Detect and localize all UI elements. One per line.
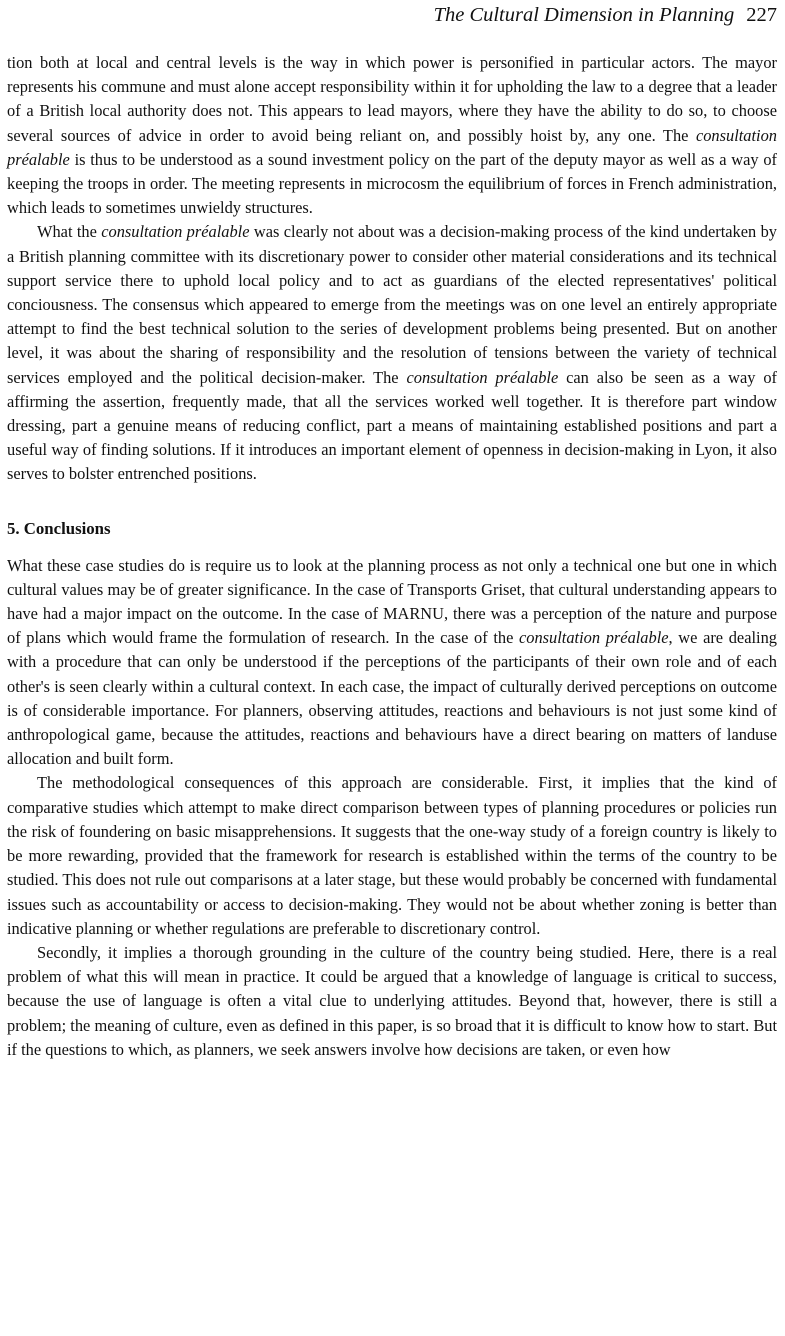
paragraph-1 [7,51,777,220]
paragraph-2-text-c: can also be seen as a way of affirming the assertion, frequently made, that all the services worked well together. It is therefore part window dressing, part a genuine means of reducing conflict, part a means of maintaining established positions and part a useful way of finding solutions. If it introduces an important element of openness in decision-making in Lyon, it also serves to bolster entrenched positions. [7,367,777,484]
running-head [434,2,777,28]
section-heading: 5. Conclusions [7,518,111,538]
paragraph-4: The methodological consequences of this approach are considerable. First, it implies that the kind of comparative studies which attempt to make direct comparison between types of planning procedures or policies run the risk of foundering on basic misapprehensions. It suggests that the one-way study of a foreign country is likely to be more rewarding, provided that the framework for research is established within the terms of the country to be studied. This does not rule out comparisons at a later stage, but these would probably be concerned with fundamental issues such as accountability or access to decision-making. They would not be about whether zoning is better than indicative planning or whether regulations are preferable to discretionary control. [7,773,777,938]
paragraph-5: Secondly, it implies a thorough grounding in the culture of the country being studied. Here, there is a real problem of what this will mean in practice. It could be argued that a knowledge of language is critical to success, because the use of language is often a vital clue to underlying attitudes. Beyond that, however, there is still a problem; the meaning of culture, even as defined in this paper, is so broad that it is difficult to know how to start. But if the questions to which, as planners, we seek answers involve how decisions are taken, or even how [7,942,777,1059]
paragraph-1-text-b: is thus to be understood as a sound investment policy on the part of the deputy mayor as well as a way of keeping the troops in order. The meeting represents in microcosm the equilibrium of forces in French administration, which leads to sometimes unwieldy structures. [7,149,777,218]
paragraph-2-text-a: What the [37,222,102,242]
term-consultation-prealable: consultation préalable [406,367,559,387]
term-consultation-prealable: consultation préalable [7,125,777,169]
paragraph-1-text-a: tion both at local and central levels is the way in which power is personified in particular actors. The mayor represents his commune and must alone accept responsibility within it for upholding the law to a degree that a leader of a British local authority does not. This appears to lead mayors, where they have the ability to do so, to choose several sources of advice in order to avoid being reliant on, and possibly hoist by, any one. The [7,53,777,145]
body-text [7,51,777,1062]
running-head-title: The Cultural Dimension in Planning [433,4,735,26]
term-consultation-prealable: consultation préalable [101,222,250,242]
page-number: 227 [746,4,777,26]
paragraph-2-text-b: was clearly not about was a decision-making process of the kind undertaken by a British planning committee with its discretionary power to consider other material considerations and its technical support service there to uphold local policy and to act as guardians of the elected representatives' political conciousness. The consensus which appeared to emerge from the meetings was on one level an entirely appropriate attempt to find the best technical solution to the series of development problems being presented. But on another level, it was about the sharing of responsibility and the resolution of tensions between the variety of technical services employed and the political decision-maker. The [7,222,777,387]
paragraph-2 [7,220,777,486]
term-consultation-prealable: consultation préalable [519,628,669,648]
paragraph-3-text-b: , we are dealing with a procedure that can only be understood if the perceptions of the participants of their own role and of each other's is seen clearly within a cultural context. In each case, the impact of culturally derived perceptions on outcome is of considerable importance. For planners, observing attitudes, reactions and behaviours is not just some kind of anthropological game, because the attitudes, reactions and behaviours have a direct bearing on matters of landuse allocation and built form. [7,628,777,769]
paragraph-3 [7,554,777,772]
paragraph-3-text-a: What these case studies do is require us to look at the planning process as not only a technical one but one in which cultural values may be of greater significance. In the case of Transports Griset, that cultural understanding appears to have had a major impact on the outcome. In the case of MARNU, there was a perception of the nature and purpose of plans which would frame the formulation of research. In the case of the [7,555,777,648]
